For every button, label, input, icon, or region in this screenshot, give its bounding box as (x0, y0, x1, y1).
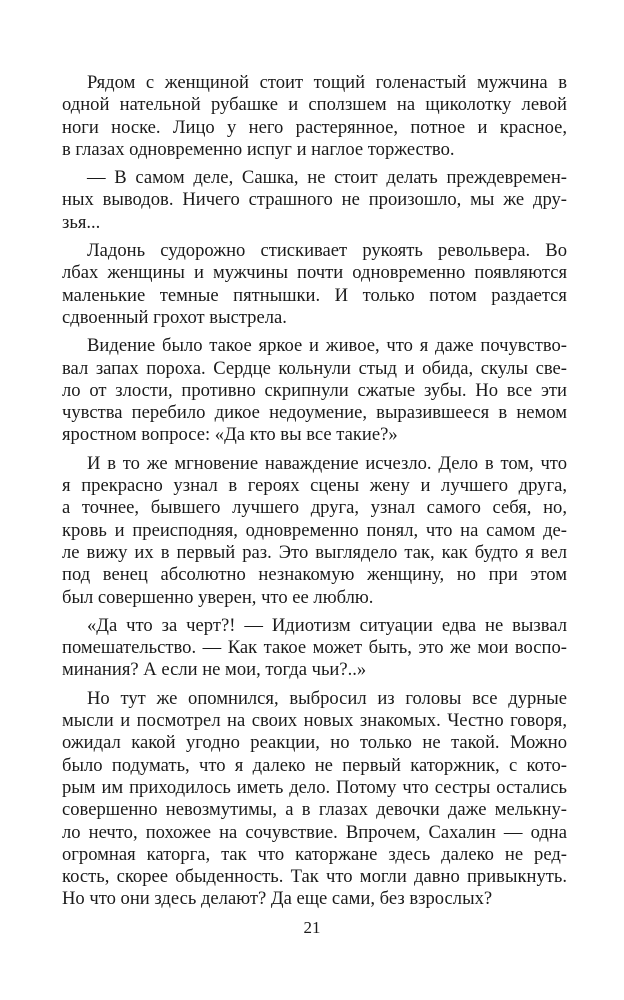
text-line: рым им приходилось иметь дело. Потому что сестры остались (62, 776, 567, 798)
text-line: был совершенно уверен, что ее люблю. (62, 586, 374, 608)
text-line: вал запах пороха. Сердце кольнули стыд и обида, скулы све- (62, 357, 567, 379)
text-line: Видение было такое яркое и живое, что я даже почувство- (87, 335, 567, 357)
page-number: 21 (303, 918, 321, 937)
paragraph (62, 72, 567, 161)
text-line: под венец абсолютно незнакомую женщину, но при этом (62, 564, 567, 586)
text-line: минания? А если не мои, тогда чьи?..» (62, 659, 367, 681)
text-line: было подумать, что я далеко не первый каторжник, с кото- (62, 754, 567, 776)
text-line: Но тут же опомнился, выбросил из головы все дурные (87, 687, 567, 709)
text-line: — В самом деле, Сашка, не стоит делать преждевремен- (87, 167, 567, 189)
text-line: ожидал какой угодно реакции, но только не такой. Можно (62, 732, 567, 754)
text-line: зья... (62, 211, 101, 233)
paragraph (62, 453, 567, 609)
text-line: И в то же мгновение наваждение исчезло. Дело в том, что (87, 452, 567, 474)
text-line: я прекрасно узнал в героях сцены жену и лучшего друга, (62, 475, 567, 497)
paragraph (62, 688, 567, 911)
text-line: ле вижу их в первый раз. Это выглядело так, как будто я вел (62, 541, 567, 563)
text-line: ло нечто, похожее на сочувствие. Впрочем, Сахалин — одна (62, 821, 567, 843)
text-line: ных выводов. Ничего страшного не произошло, мы же дру- (62, 189, 567, 211)
text-line: лбах женщины и мужчины почти одновременно появляются (62, 262, 567, 284)
text-line: мысли и посмотрел на своих новых знакомых. Честно говоря, (62, 710, 567, 732)
text-line: совершенно невозмутимы, а в глазах девочки даже мелькну- (62, 799, 567, 821)
text-line: чувства перебило дикое недоумение, выразившееся в немом (62, 402, 567, 424)
paragraph (62, 240, 567, 329)
text-line: «Да что за черт?! — Идиотизм ситуации едва не вызвал (87, 614, 567, 636)
text-line: сдвоенный грохот выстрела. (62, 306, 287, 328)
text-line: помешательство. — Как такое может быть, это же мои воспо- (62, 637, 567, 659)
text-line: Рядом с женщиной стоит тощий голенастый мужчина в (87, 72, 567, 93)
text-line: яростном вопросе: «Да кто вы все такие?» (62, 424, 398, 446)
text-line: Но что они здесь делают? Да еще сами, без взрослых? (62, 888, 493, 910)
text-line: кровь и преисподняя, одновременно понял, что на самом де- (62, 519, 567, 541)
text-line: одной нательной рубашке и сползшем на щиколотку левой (62, 94, 567, 116)
paragraph (62, 615, 567, 682)
text-line: огромная каторга, так что каторжане здесь далеко не ред- (62, 843, 567, 865)
body-text (62, 72, 567, 917)
text-line: ноги носке. Лицо у него растерянное, потное и красное, (62, 116, 567, 138)
text-line: Ладонь судорожно стискивает рукоять револьвера. Во (87, 240, 567, 262)
text-line: маленькие темные пятнышки. И только потом раздается (62, 284, 567, 306)
text-line: кость, скорее обыденность. Так что могли давно привыкнуть. (62, 866, 567, 888)
paragraph (62, 335, 567, 446)
text-line: ло от злости, противно скрипнули сжатые зубы. Но все эти (62, 379, 567, 401)
paragraph (62, 167, 567, 234)
text-line: а точнее, бывшего лучшего друга, узнал самого себя, но, (62, 497, 567, 519)
text-line: в глазах одновременно испуг и наглое торжество. (62, 138, 455, 160)
